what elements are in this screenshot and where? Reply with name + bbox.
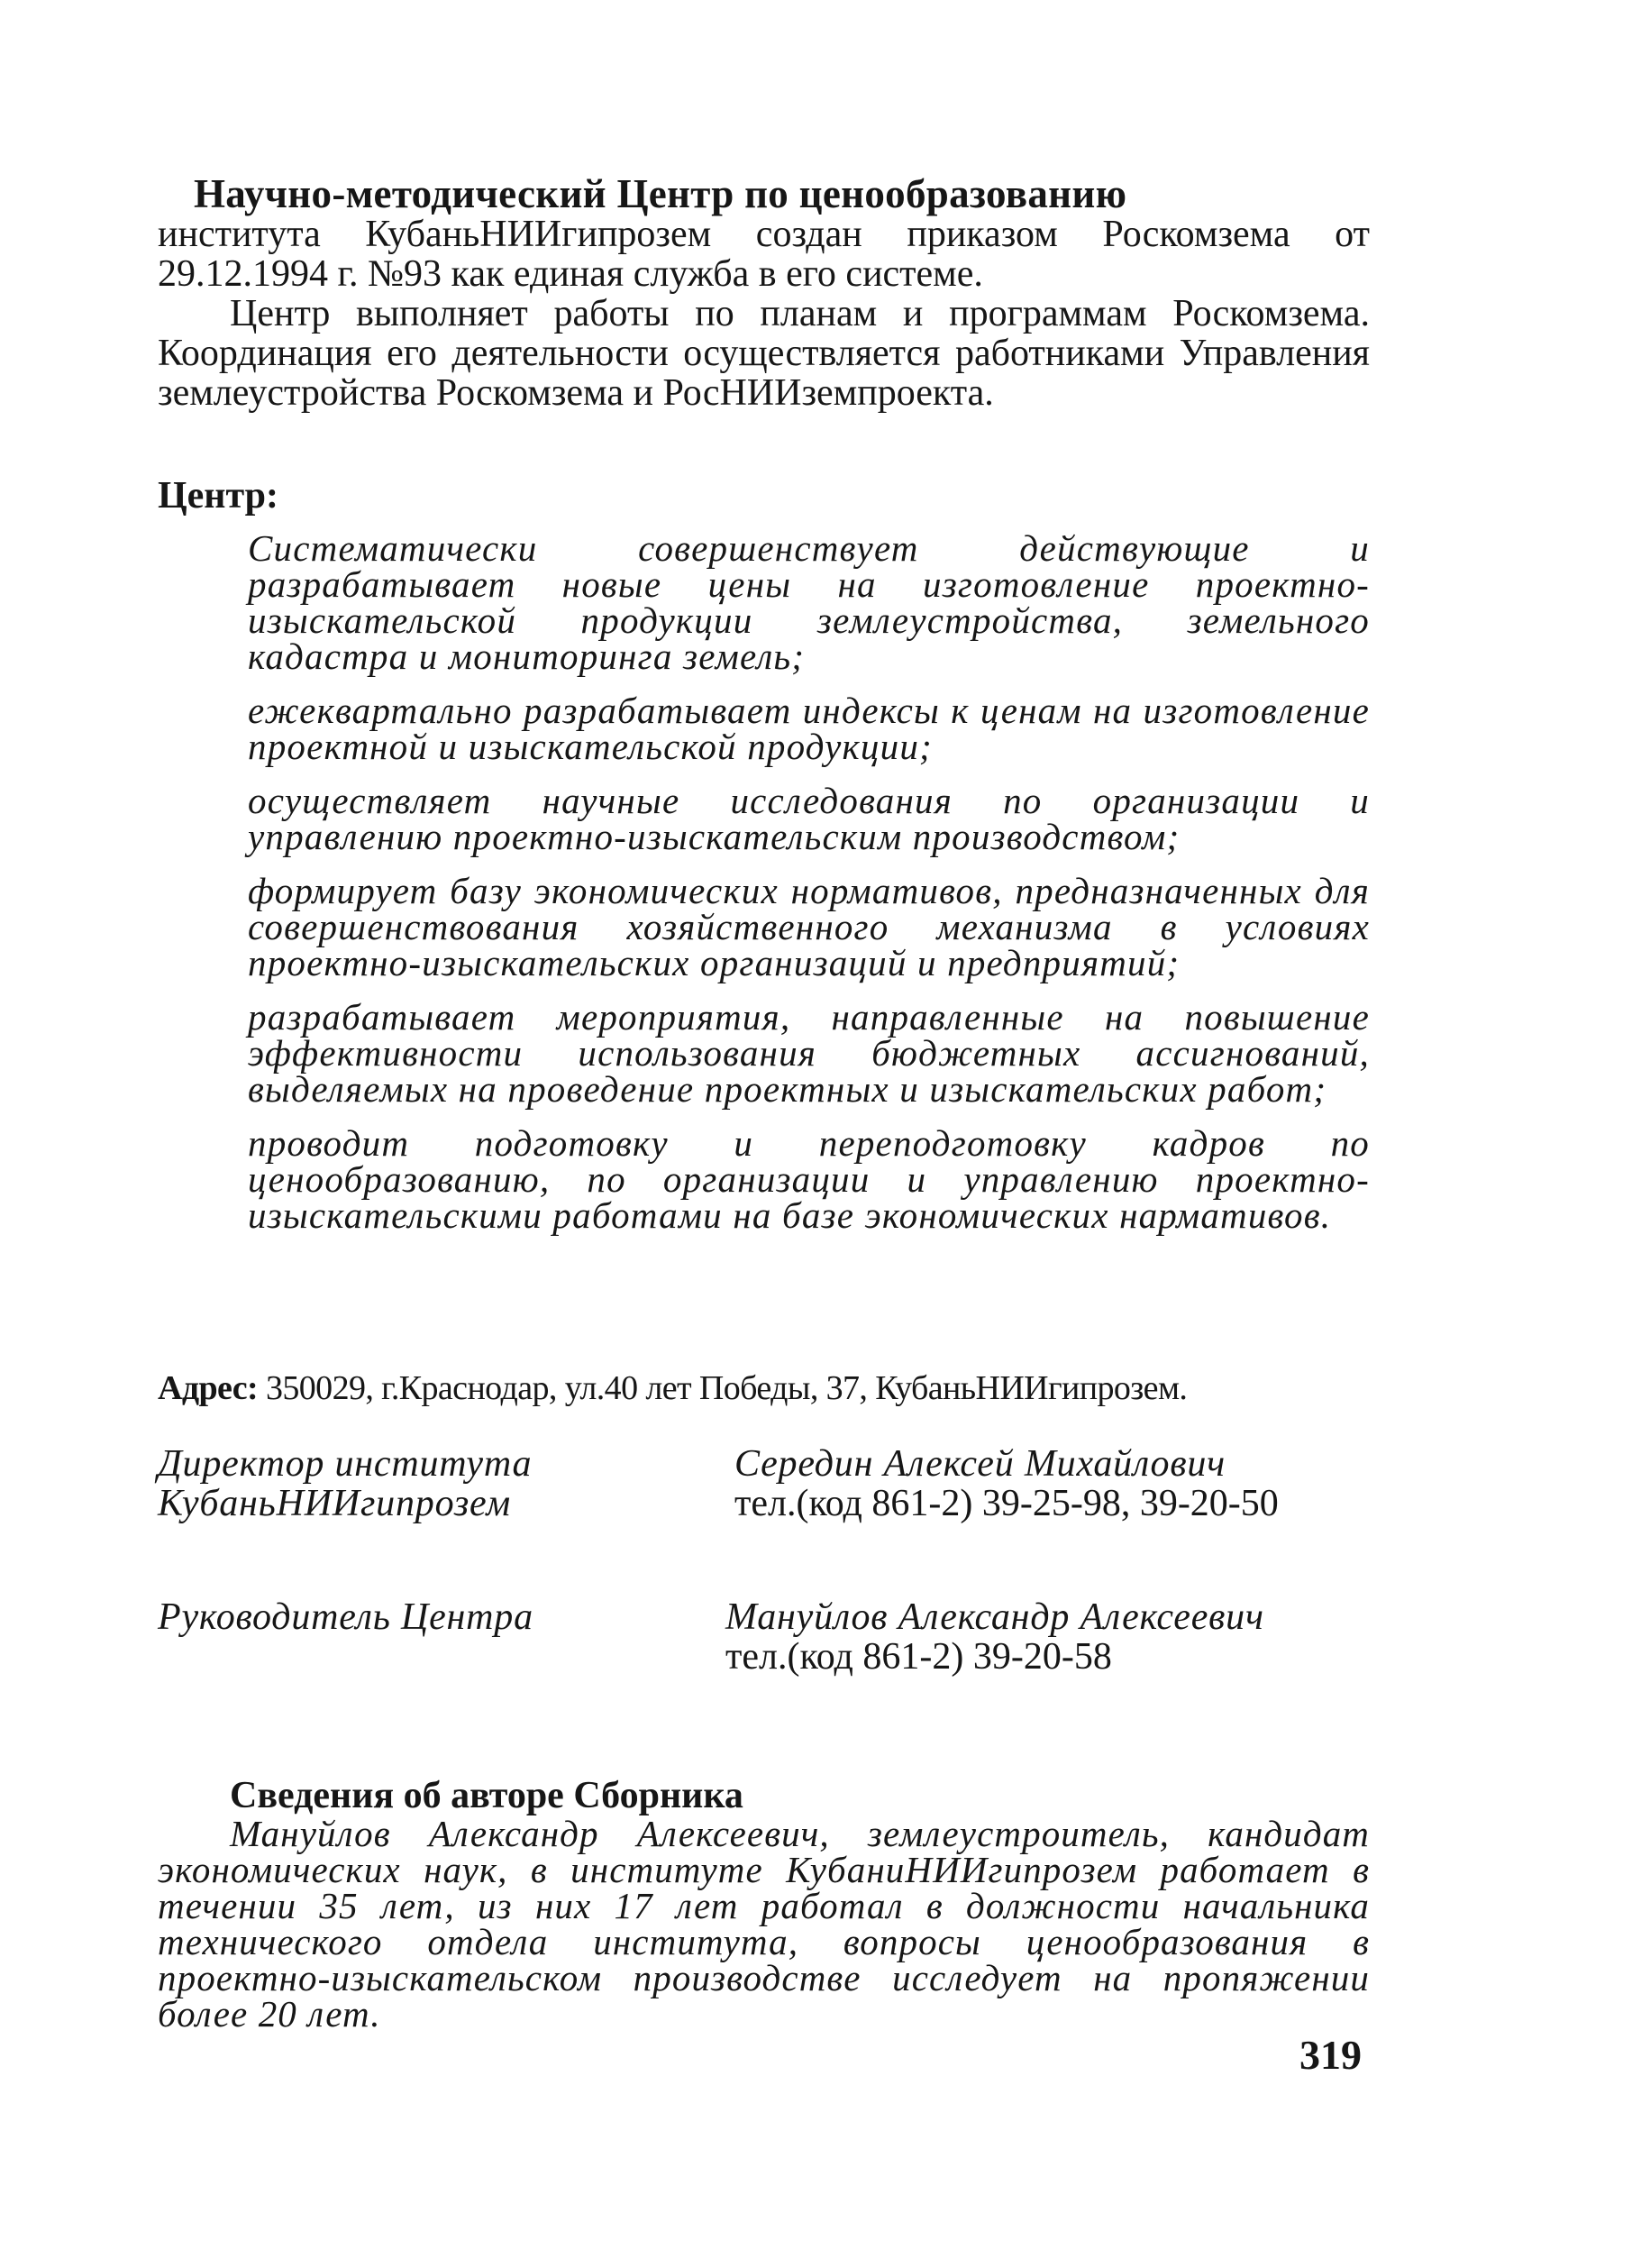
- address-value: 350029, г.Краснодар, ул.40 лет Победы, 37, КубаньНИИгипрозем.: [265, 1369, 1188, 1407]
- duty-item: осуществляет научные исследования по организации и управлению проектно-изыскательским производством;: [248, 780, 1370, 857]
- duty-item: формирует базу экономических нормативов, предназначенных для совершенствования хозяйственного механизма в условиях проектно-изыскательских организаций и предприятий;: [248, 870, 1370, 983]
- contact-name: Мануйлов Александр Алексеевич: [725, 1596, 1264, 1638]
- intro-paragraph-1: института КубаньНИИгипрозем создан приказом Роскомзема от 29.12.1994 г. №93 как единая служба в его системе.: [158, 214, 1370, 295]
- duty-item: проводит подготовку и переподготовку кадров по ценообразованию, по организации и управлению проектно-изыскательскими работами на базе экономических нармативов.: [248, 1122, 1370, 1236]
- address-label: Адрес:: [158, 1369, 259, 1407]
- author-section: [158, 1775, 1370, 2035]
- duty-item: Систематически совершенствует действующие и разрабатывает новые цены на изготовление проектно-изыскательской продукции землеустройства, земельного кадастра и мониторинга земель;: [248, 527, 1370, 677]
- intro-paragraph-2: Центр выполняет работы по планам и программам Роскомзема. Координация его деятельности осуществляется работниками Управления землеустройства Роскомзема и РосНИИземпроекта.: [158, 293, 1370, 414]
- contact-role: [158, 1444, 698, 1523]
- contact-role-line: КубаньНИИгипрозем: [158, 1483, 512, 1524]
- contact-details: [725, 1597, 1374, 1677]
- author-title: Сведения об авторе Сборника: [230, 1775, 743, 1816]
- center-label: Центр:: [158, 475, 278, 517]
- duty-item: ежеквартально разрабатывает индексы к ценам на изготовление проектной и изыскательской продукции;: [248, 690, 1370, 767]
- contact-role: [158, 1597, 698, 1637]
- page-number: 319: [1299, 2032, 1362, 2078]
- contact-phone: тел.(код 861-2) 39-20-58: [725, 1636, 1112, 1678]
- contact-name: Середин Алексей Михайлович: [734, 1443, 1226, 1485]
- intro-section: [158, 173, 1370, 413]
- contact-details: [734, 1444, 1383, 1523]
- page-heading: Научно-методический Центр по ценообразованию: [194, 171, 1127, 216]
- address-block: [158, 1368, 1370, 1408]
- contact-phone: тел.(код 861-2) 39-25-98, 39-20-50: [734, 1483, 1279, 1524]
- contact-role-line: Руководитель Центра: [158, 1596, 533, 1638]
- contact-role-line: Директор института: [158, 1443, 533, 1485]
- center-label-block: [158, 475, 1370, 517]
- duties-list: [248, 527, 1370, 1251]
- address-line: [158, 1368, 1370, 1408]
- duty-item: разрабатывает мероприятия, направленные на повышение эффективности использования бюджетных ассигнований, выделяемых на проведение проектных и изыскательских работ;: [248, 996, 1370, 1110]
- author-text: Мануйлов Александр Алексеевич, землеустроитель, кандидат экономических наук, в институте КубаниНИИгипрозем работает в течении 35 лет, из них 17 лет работал в должности начальника технического отдела института, вопросы ценообразования в проектно-изыскательском производстве исследует на пропяжении более 20 лет.: [158, 1813, 1370, 2035]
